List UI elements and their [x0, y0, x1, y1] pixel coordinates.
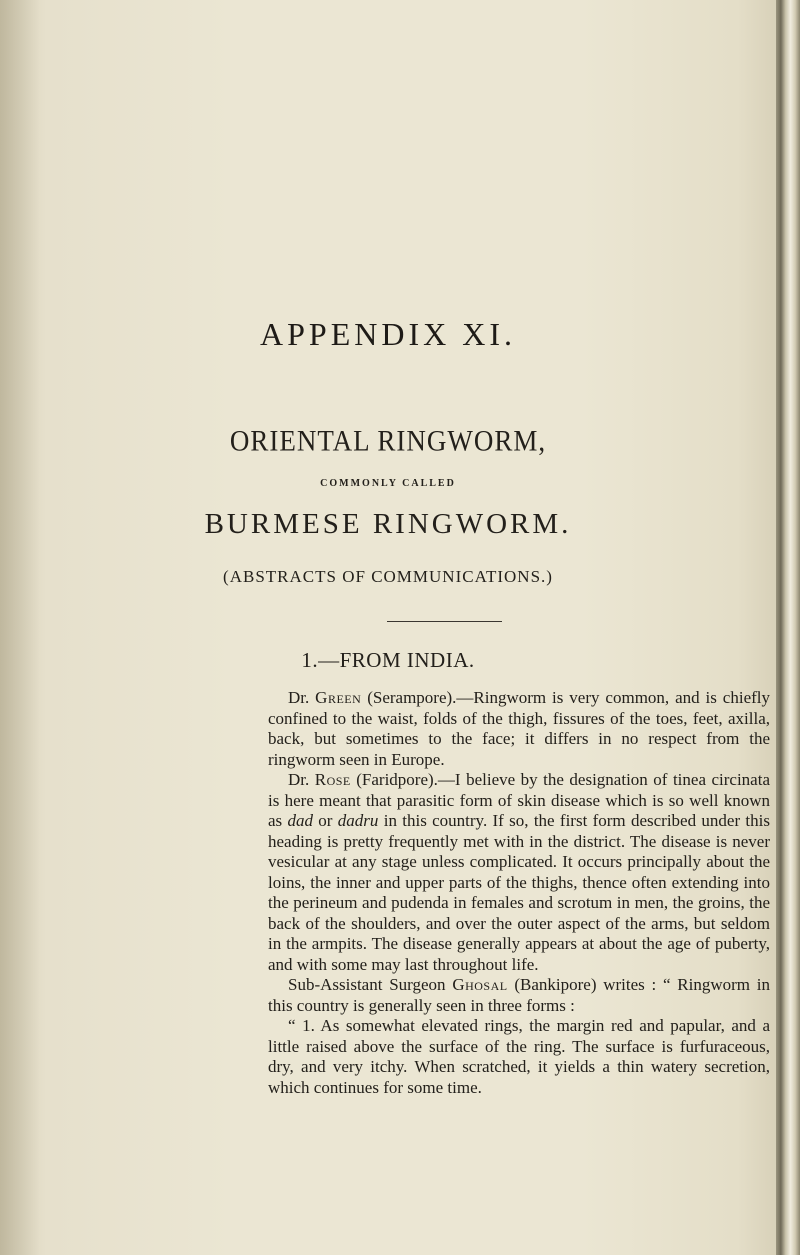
paragraph-text: (Serampore).—Ringworm is very common, and is chiefly confined to the waist, folds of the thigh, fissures of the toes, feet, axilla, back, but sometimes to the face; it differs in no respect from the ringworm seen in Europe.	[268, 688, 770, 769]
appendix-heading: APPENDIX XI.	[260, 316, 516, 352]
italic-term: dad	[287, 811, 313, 830]
paragraph-lead: Dr.	[288, 770, 315, 789]
paragraph-form-1: “ 1. As somewhat elevated rings, the margin red and papular, and a little raised above the surface of the ring. The surface is furfuraceous, dry, and very itchy. When scratched, it yields a thin watery secretion, which continues for some time.	[268, 1016, 770, 1097]
section-heading: 1.—FROM INDIA.	[301, 648, 475, 672]
subtitle-connector: COMMONLY CALLED	[320, 478, 456, 489]
paragraph-text: (Bankipore) writes : “ Ringworm in this country is generally seen in three forms :	[268, 975, 770, 1015]
paragraph-lead: Sub-Assistant Surgeon	[288, 975, 453, 994]
paragraph-text: or	[312, 811, 338, 830]
main-title: ORIENTAL RINGWORM,	[229, 424, 547, 458]
author-name: Rose	[314, 770, 351, 789]
italic-term: dadru	[337, 811, 379, 830]
paragraph-rose	[268, 770, 770, 975]
paragraph-text: in this country. If so, the first form described under this heading is pretty frequently met with in the district. The disease is never vesicular at any stage unless complicated. It occurs principally about the loins, the inner and upper parts of the thighs, thence often extending into the perineum and pudenda in females and scrotum in men, the groins, the back of the shoulders, and over the outer aspect of the arms, but seldom in the armpits. The disease generally appears at about the age of puberty, and with some may last throughout life.	[268, 811, 770, 974]
paragraph-green	[268, 688, 770, 770]
alternate-title: BURMESE RINGWORM.	[204, 508, 572, 540]
paragraph-lead: Dr.	[288, 688, 316, 707]
paragraph-ghosal	[268, 975, 770, 1016]
page-gutter-shadow	[0, 0, 40, 1255]
author-name: Green	[315, 688, 362, 707]
author-name: Ghosal	[452, 975, 508, 994]
page-edge	[776, 0, 800, 1255]
abstracts-note: (ABSTRACTS OF COMMUNICATIONS.)	[223, 567, 553, 586]
divider-rule	[387, 621, 502, 622]
body-text	[268, 688, 770, 1098]
paragraph-text: (Faridpore).—I believe by the designation of tinea circinata is here meant that parasitic form of skin disease which is so well known as	[268, 770, 770, 830]
